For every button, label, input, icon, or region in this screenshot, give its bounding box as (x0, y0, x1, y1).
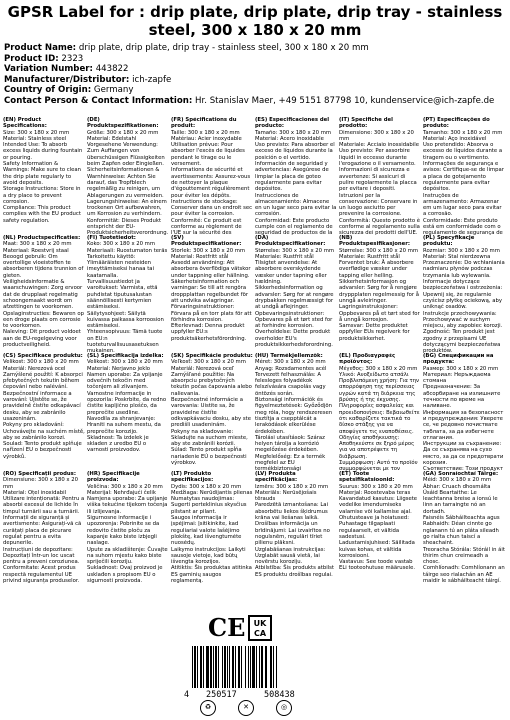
recycling-icon: ♻ (200, 700, 216, 716)
ukca-mark-icon: UK CA (248, 615, 272, 641)
language-heading: (NL) Productspecificaties: (3, 235, 81, 241)
language-block (171, 471, 255, 589)
conformity-marks (208, 615, 304, 645)
language-text: Størrelse: 300 x 180 x 20 mm Materiale: Rustfritt stål Forventet bruk: Å absorbere overflødige væsker under tapping eller helling. Sikkerhetsinformasjon og advarsler: Sørg for å rengjøre dryppplaten regelmessig for å unngå avleiringer. Lagringsinstruksjoner: Oppbevares på et tørt sted for å unngå korrosjon. Samsvar: Dette produktet oppfyller EUs regelverk for produktsikkerhet. (339, 247, 420, 342)
barcode-left-digits: 250517 (206, 690, 237, 700)
language-heading: (LV) Produkta specifikācijas: (255, 471, 298, 484)
language-heading: (BG) Спецификации на продукта: (423, 353, 494, 366)
language-text: Tamanho: 300 x 180 x 20 mm Material: Aço inoxidável Uso pretendido: Absorva o excesso de líquidos durante a tiragem ou o vertimento. Informações de segurança e avisos: Certifique-se de limpar a placa de gotejamento regularmente para evitar depósitos. Instruções de armazenamento: Armazenar em um lugar seco para evitar a corrosão. Conformidade: Este produto está em conformidade com o regulamento de segurança de (423, 129, 504, 235)
language-heading: (IT) Specifiche del prodotto: (339, 117, 393, 130)
language-block (255, 117, 339, 235)
language-block (423, 117, 507, 235)
language-heading: (PT) Especificações do produto: (423, 117, 490, 130)
title-line-1: GPSR Label for : drip plate, drip plate, drip tray - stainless (7, 3, 503, 21)
info-row-product-name: Product Name: drip plate, drip plate, drip tray - stainless steel, 300 x 180 x 20 mm (4, 43, 369, 53)
language-block (87, 471, 171, 589)
language-text: Velikost: 300 x 180 x 20 mm Materiál: Nerezová ocel Zamýšlené použití: K absorpci přebytečných tekutin během čepování nebo nalévání. Bezpečnostní informace a varování: Ujistěte se, že pravidelně čistíte odkapávací desku, aby se zabránilo usazeninám. Pokyny pro skladování: Uchovávejte na suchém místě, aby se zabránilo korozi. Soulad: Tento produkt splňuje nařízení EU o bezpečnosti výrobků. (3, 359, 85, 460)
language-block (255, 471, 339, 589)
language-heading: (SL) Specifikacija izdelka: (87, 353, 164, 359)
language-block (423, 353, 507, 471)
info-row-contact: Contact Person & Contact Information: Hr. Stanislav Maer, +49 5151 87798 10, kundenservice@ich-zapfe.de (4, 95, 495, 106)
language-specifications-grid (3, 117, 507, 589)
language-text: Tamaño: 300 x 180 x 20 mm Material: Acero inoxidable Uso previsto: Para absorber el exceso de líquidos durante la posición o el vertido. Información de seguridad y advertencias: Asegúrese de limpiar la placa de goteo regularmente para evitar depósitos. Instrucciones de almacenamiento: Almacene en un lugar seco para evitar la corrosión. Conformidad: Este producto cumple con el reglamento de seguridad de productos de la (255, 129, 337, 235)
ean-barcode (184, 646, 314, 702)
language-block (3, 353, 87, 471)
language-block (255, 235, 339, 353)
language-heading: (LT) Produkto specifikacijos: (171, 471, 214, 484)
language-block (255, 353, 339, 471)
language-heading: (NB) Produktspesifikasjoner: (339, 235, 410, 248)
language-block (171, 235, 255, 353)
language-text: Rozmiar: 300 x 180 x 20 mm Materiał: Stal nierdzewna Przeznaczenie: Do wchłaniania nadmiaru płynów podczas trzymania lub wylewania. Informacje dotyczące bezpieczeństwa i ostrzeżenia: Upewnij się, że regularnie czyścisz płytkę ociekową, aby uniknąć osadów. Instrukcje przechowywania: Przechowywać w suchym miejscu, aby zapobiec korozji. Zgodność: Ten produkt jest zgodny z przepisami UE dotyczącymi bezpieczeństwa produktów. (423, 247, 505, 353)
language-block (339, 353, 423, 471)
language-text: Dimensione: 300 x 180 x 20 mm Materiale: Acciaio inossidabile Uso previsto: Per assorbire liquidi in eccesso durante l'erogazione o il versamento. Informazioni di sicurezza e avvertenze: Si assicuri di pulire regolarmente la placca per evitare i depositi. Istruzioni per la conservazione: Conservare in un luogo asciutto per prevenire la corrosione. Conformità: Questo prodotto è conforme al regolamento sulla sicurezza dei prodotti dell'UE. (339, 129, 421, 235)
language-heading: (EN) Product Specifications: (3, 117, 47, 130)
language-text: Izmērs: 300 x 180 x 20 mm Materiāls: Nerūsējošais tērauds Paredzētā izmantošana: Lai absorbētu liekos šķidrumus krāna vai liešanas laikā. Drošības informācija un brīdinājumi: Lai izvairītos no nogulsnēm, regulāri tīriet pilienu plāksni. Uzglabāšanas instrukcijas: Uzglabāt sausā vietā, lai novērstu koroziju. Atbilstība: Šis produkts atbilst ES produktu drošības regulai. (255, 483, 335, 578)
language-heading: (HU) Termékjellemzők: (255, 353, 323, 359)
language-text: Dimensiune: 300 x 180 x 20 mm Material: Oțel inoxidabil Utilizare intenționată: Pentru a absorbi excesul de lichide în timpul turnării sau a turnării. Informații de siguranță și avertismente: Asigurați-vă că curățați placa de picurare regulat pentru a evita depunerile. Instrucțiuni de depozitare: Depozitați într-un loc uscat pentru a preveni coroziunea. Conformitate: Acest produs respectă regulamentul UE privind siguranța produselor. (3, 477, 85, 585)
language-heading: (DA) Produktspecifikationer: (255, 235, 326, 248)
info-row-variation-number: Variation Number: 443822 (4, 64, 129, 75)
language-block (339, 117, 423, 235)
language-text: Koko: 300 x 180 x 20 mm Materiaali: Ruostumaton teräs Tarkoitettu käyttö: Ylimääräisten nesteiden imeyttämiseksi hanaa tai kaatamalla. Turvallisuustiedot ja varoitukset: Varmista, että puhdistat tiputusalustan säännöllisesti kertymien estämiseksi. Säilytysohjeet: Säilytä kuivassa paikassa korroosion estämiseksi. Yhteensopivuus: Tämä tuote on EU:n tuoteturvallisuusasetuksen mukainen. (87, 241, 168, 353)
language-text: Size: 300 x 180 x 20 mm Material: Stainless steel Intended Use: To absorb excess liquids during fountain or pouring. Safety Information & Warnings: Make sure to clean the drip plate regularly to avoid deposits. Storage Instructions: Store in a dry place to prevent corrosion. Compliance: This product complies with the EU product safety regulation. (3, 129, 83, 224)
language-text: Velikost: 300 x 180 x 20 mm Material: Nerjavno jeklo Namen uporabe: Za vpijanje odvečnih tekočin med točenjem ali zlivanjem. Varnostne informacije in opozorila: Poskrbite, da redno čistite kapljično ploščo, da preprečite usedline. Navodila za shranjevanje: Hraniti na suhem mestu, da preprečite korozijo. Skladnost: Ta izdelek je skladen z uredbo EU o varnosti proizvodov. (87, 359, 167, 454)
disposal-symbols (200, 700, 320, 720)
title-line-2: steel, 300 x 180 x 20 mm (148, 21, 362, 39)
language-heading: (SV) Produktspecifikationer: (171, 235, 242, 248)
language-heading: (EL) Προδιαγραφές προϊόντος: (339, 353, 396, 366)
language-text: Maat: 300 x 180 x 20 mm Materiaal: Roestvrij staal Beoogd gebruik: Om overtollige vloeistoffen te absorberen tijdens trunnion of gieten. Veiligheidsinformatie & waarschuwingen: Zorg ervoor dat de drupplaat regelmatig schoongemaakt wordt om afzettingen te voorkomen. Opslaginstructies: Bewaren op een droge plaats om corrosie te voorkomen. Naleving: Dit product voldoet aan de EU-regelgeving voor productveiligheid. (3, 241, 84, 349)
barcode-right-digits: 508438 (264, 690, 295, 700)
info-row-country-of-origin: Country of Origin: Germany (4, 85, 134, 96)
language-heading: (FR) Spécifications du produit: (171, 117, 237, 130)
language-heading: (ET) Toote spetsifikatsioonid: (339, 471, 395, 484)
language-heading: (HR) Specifikacije proizvoda: (87, 471, 140, 484)
info-row-product-id: Product ID: 2323 (4, 53, 84, 64)
language-block (171, 117, 255, 235)
language-text: Størrelse: 300 x 180 x 20 mm Materiale: Rustfrit stål Tilsigtet anvendelse: At absorbere overskydende væsker under tapning eller hældning. Sikkerhedsinformation og advarsler: Sørg for at rengøre drypbakken regelmæssigt for at undgå aflejringer. Opbevaringsinstruktioner: Opbevares på et tørt sted for at forhindre korrosion. Overholdelse: Dette produkt overholder EU's produktsikkerhedsforordning. (255, 247, 335, 349)
language-heading: (RO) Specificații produs: (3, 471, 76, 477)
language-block (3, 235, 87, 353)
language-block (87, 117, 171, 235)
language-heading: (FI) Tuotetiedot: (87, 235, 136, 241)
language-block (339, 235, 423, 353)
language-text: Méid: 300 x 180 x 20 mm Ábhar: Cruach dhosmálta Úsáid Beartaithe: Le leachtanna breise a ionsú le linn an tarraingte nó an dortadh. Faisnéis Sábháilteachta agus Rabhaidh: Déan cinnte go nglanann tú an pláta sileadh go rialta chun taiscí a sheachaint. Treoracha Stórála: Stóráil in áit thirim chun creimeadh a chosc. Comhlíonadh: Comhlíonann an táirge seo rialachán an AE maidir le sábháilteacht táirgí. (423, 477, 505, 585)
language-heading: (SK) Špecifikácie produktu: (171, 353, 253, 359)
language-heading: (DE) Produktspezifikationen: (87, 117, 159, 130)
language-heading: (PL) Specyfikacje produktu: (423, 235, 475, 248)
language-text: Méret: 300 x 180 x 20 mm Anyag: Rozsdamentes acél Tervezett felhasználás: A felesleges folyadékok felszívására csapolás vagy öntözés során. Biztonsági információk és figyelmeztetések: Győződjön meg róla, hogy rendszeresen tisztítja a csepptálcát a lerakódások elkerülése érdekében. Tárolási utasítások: Száraz helyen tárolja a korrózió megelőzése érdekében. Megfelelőség: Ez a termék megfelel az EU termékbiztonsági (255, 359, 333, 471)
wheelie-bin-crossed-icon: ✕ (238, 700, 254, 716)
language-block (423, 471, 507, 589)
language-block (3, 471, 87, 589)
label-title (0, 3, 510, 39)
barcode-first-digit: 4 (184, 690, 190, 700)
info-row-manufacturer: Manufacturer/Distributor: ich-zapfe (4, 74, 172, 85)
product-info (4, 43, 506, 107)
language-block (87, 353, 171, 471)
language-block (3, 117, 87, 235)
ce-mark-icon: CE (208, 613, 246, 642)
language-block (171, 353, 255, 471)
language-block (339, 471, 423, 589)
language-text: Suurus: 300 x 180 x 20 mm Materjal: Roostevaba teras Kavandatud kasutus: Liigsete vedelike imendumiseks valamise või kallamise ajal. Ohutusteave ja hoiatused: Puhastage tilgaplaati regulaarselt, et vältida sadestusi. Ladustamisjuhised: Säilitada kuivas kohas, et vältida korrosiooni. Vastavus: See toode vastab ELi tooteohutuse määrusele. (339, 483, 418, 572)
language-text: Storlek: 300 x 180 x 20 mm Material: Rostfritt stål Avsedd användning: Att absorbera överflödiga vätskor under tappning eller hällning. Säkerhetsinformation och varningar: Se till att rengöra droppplattan regelbundet för att undvika avlagringar. Förvaringsinstruktioner: Förvara på en torr plats för att förhindra korrosion. Efterlevnad: Denna produkt uppfyller EU:s produktsäkerhetsförordning. (171, 247, 252, 342)
language-text: Μέγεθος: 300 x 180 x 20 mm Υλικό: Ανοξείδωτο ατσάλι Προβλεπόμενη χρήση: Για την απορρόφηση της περίσσειας υγρών κατά τη διάρκεια της βρύσης ή της έκχυσης. Πληροφορίες ασφαλείας και προειδοποιήσεις: Βεβαιωθείτε ότι καθαρίζετε τακτικά το δίσκο στάξης για να αποφύγετε τις εναποθέσεις. Οδηγίες αποθήκευσης: Αποθηκεύστε σε ξηρό μέρος για να αποτρέψετε τη διάβρωση. Συμμόρφωση: Αυτό το προϊόν συμμορφώνεται με τον (339, 365, 420, 471)
language-text: Dydis: 300 x 180 x 20 mm Medžiaga: Nerūdijantis plienas Numatytas naudojimas: Sugerti perteklinius skysčius pilstant ar pilant. Saugos informacija ir įspėjimai: Įsitikinkite, kad reguliariai valote lašėjimo plokštę, kad išvengtumėte nuosėdų. Laikymo instrukcijos: Laikyti sausoje vietoje, kad būtų išvengta korozijos. Atitiktis: Šis produktas atitinka ES gaminių saugos reglamentą. (171, 483, 253, 585)
language-heading: (ES) Especificaciones del producto: (255, 117, 330, 130)
barcode-bars (192, 646, 312, 688)
material-code-icon: ◎ (276, 700, 292, 716)
language-heading: (GA) Sonraíochtaí Táirge: (423, 471, 499, 477)
language-block (423, 235, 507, 353)
language-text: Размер: 300 x 180 x 20 mm Материал: Неръждаема стомана Предназначение: За абсорбиране на излишните течности по време на наливане. Информация за безопасност и предупреждения: Уверете се, че редовно почиствате таблата, за да избегнете отлагания. Инструкции за съхранение: Да се съхранява на сухо място, за да се предотврати корозия. Съответствие: Този продукт (423, 365, 504, 471)
language-text: Taille: 300 x 180 x 20 mm Matériau: Acier inoxydable Utilisation prévue: Pour absorber l'excès de liquides pendant le tirage ou le versement. Informations de sécurité et avertissements: Assurez-vous de nettoyer la plaque d'égouttement régulièrement pour éviter les dépôts. Instructions de stockage: Conserver dans un endroit sec pour éviter la corrosion. Conformité: Ce produit est conforme au règlement de l'UE sur la sécurité des (171, 129, 252, 235)
language-heading: (CS) Specifikace produktu: (3, 353, 83, 359)
language-text: Veličina: 300 x 180 x 20 mm Materijal: Nehrđajući čelik Namjena uporabe: Za upijanje viška tekućine tijekom točenja ili izlijevanja. Sigurnosne informacije i upozorenja: Pobrinite se da redovito čistite ploču za kapanje kako biste izbjegli naslage. Upute za skladištenje: Čuvajte na suhom mjestu kako biste spriječili koroziju. Sukladnost: Ovaj proizvod je usklađen s propisom EU o sigurnosti proizvoda. (87, 483, 168, 585)
language-text: Veľkosť: 300 x 180 x 20 mm Materiál: Nerezová oceľ Zamýšľané použitie: Na absorpciu prebytočných tekutín počas čapovania alebo nalievania. Bezpečnostné informácie a varovania: Uistite sa, že pravidelne čistíte odkvapkávaciu dosku, aby ste predišli usadeninám. Pokyny na skladovanie: Skladujte na suchom mieste, aby ste zabránili korózii. Súlad: Tento produkt spĺňa nariadenie EÚ o bezpečnosti výrobkov. (171, 359, 252, 467)
language-text: Größe: 300 x 180 x 20 mm Material: Edelstahl Vorgesehene Verwendung: Zum Auffangen von überschüssigen Flüssigkeiten beim Zapfen oder Eingießen. Sicherheitsinformationen & Warnhinweise: Achten Sie darauf, das Tropfblech regelmäßig zu reinigen, um Ablagerungen zu vermeiden. Lagerungshinweise: An einem trockenen Ort aufbewahren, um Korrosion zu verhindern. Konformität: Dieses Produkt entspricht der EU-Produktsicherheitsverordnung. (87, 129, 169, 235)
language-block (87, 235, 171, 353)
